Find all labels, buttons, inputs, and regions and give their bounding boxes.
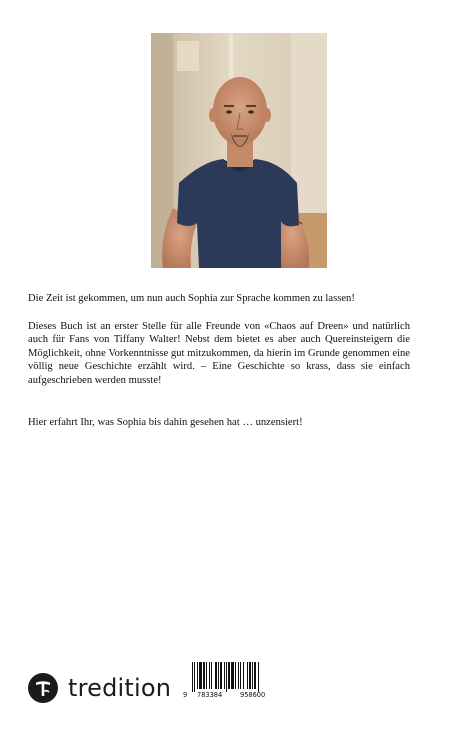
barcode-first-digit: 9 (183, 691, 188, 699)
blurb-paragraph-1: Die Zeit ist gekommen, um nun auch Sophia zur Sprache kommen zu lassen! (28, 293, 355, 304)
tredition-t-logo-icon (28, 673, 58, 703)
barcode-digits-right: 958600 (240, 691, 266, 699)
blurb-paragraph-3: Hier erfahrt Ihr, was Sophia bis dahin gesehen hat … unzensiert! (28, 417, 303, 428)
isbn-barcode (183, 660, 287, 700)
publisher-logo (28, 671, 171, 705)
publisher-name: tredition (68, 674, 172, 702)
blurb-paragraph-2: Dieses Buch ist an erster Stelle für alle Freunde von «Chaos auf Dreen» und natürlich auch für Fans von Tiffany Walter! Nebst dem bietet es aber auch Quereinsteigern die Möglichkeit, ohne Vorkenntnisse gut mitzukommen, da hierin im Grunde genommen eine völlig neue Geschichte erzählt wird. – Eine Geschichte so krass, dass sie einfach aufgeschrieben werden musste! (28, 320, 410, 386)
back-cover-blurb (28, 292, 410, 430)
barcode-digits-left: 783384 (197, 691, 223, 699)
author-photo (151, 33, 327, 268)
